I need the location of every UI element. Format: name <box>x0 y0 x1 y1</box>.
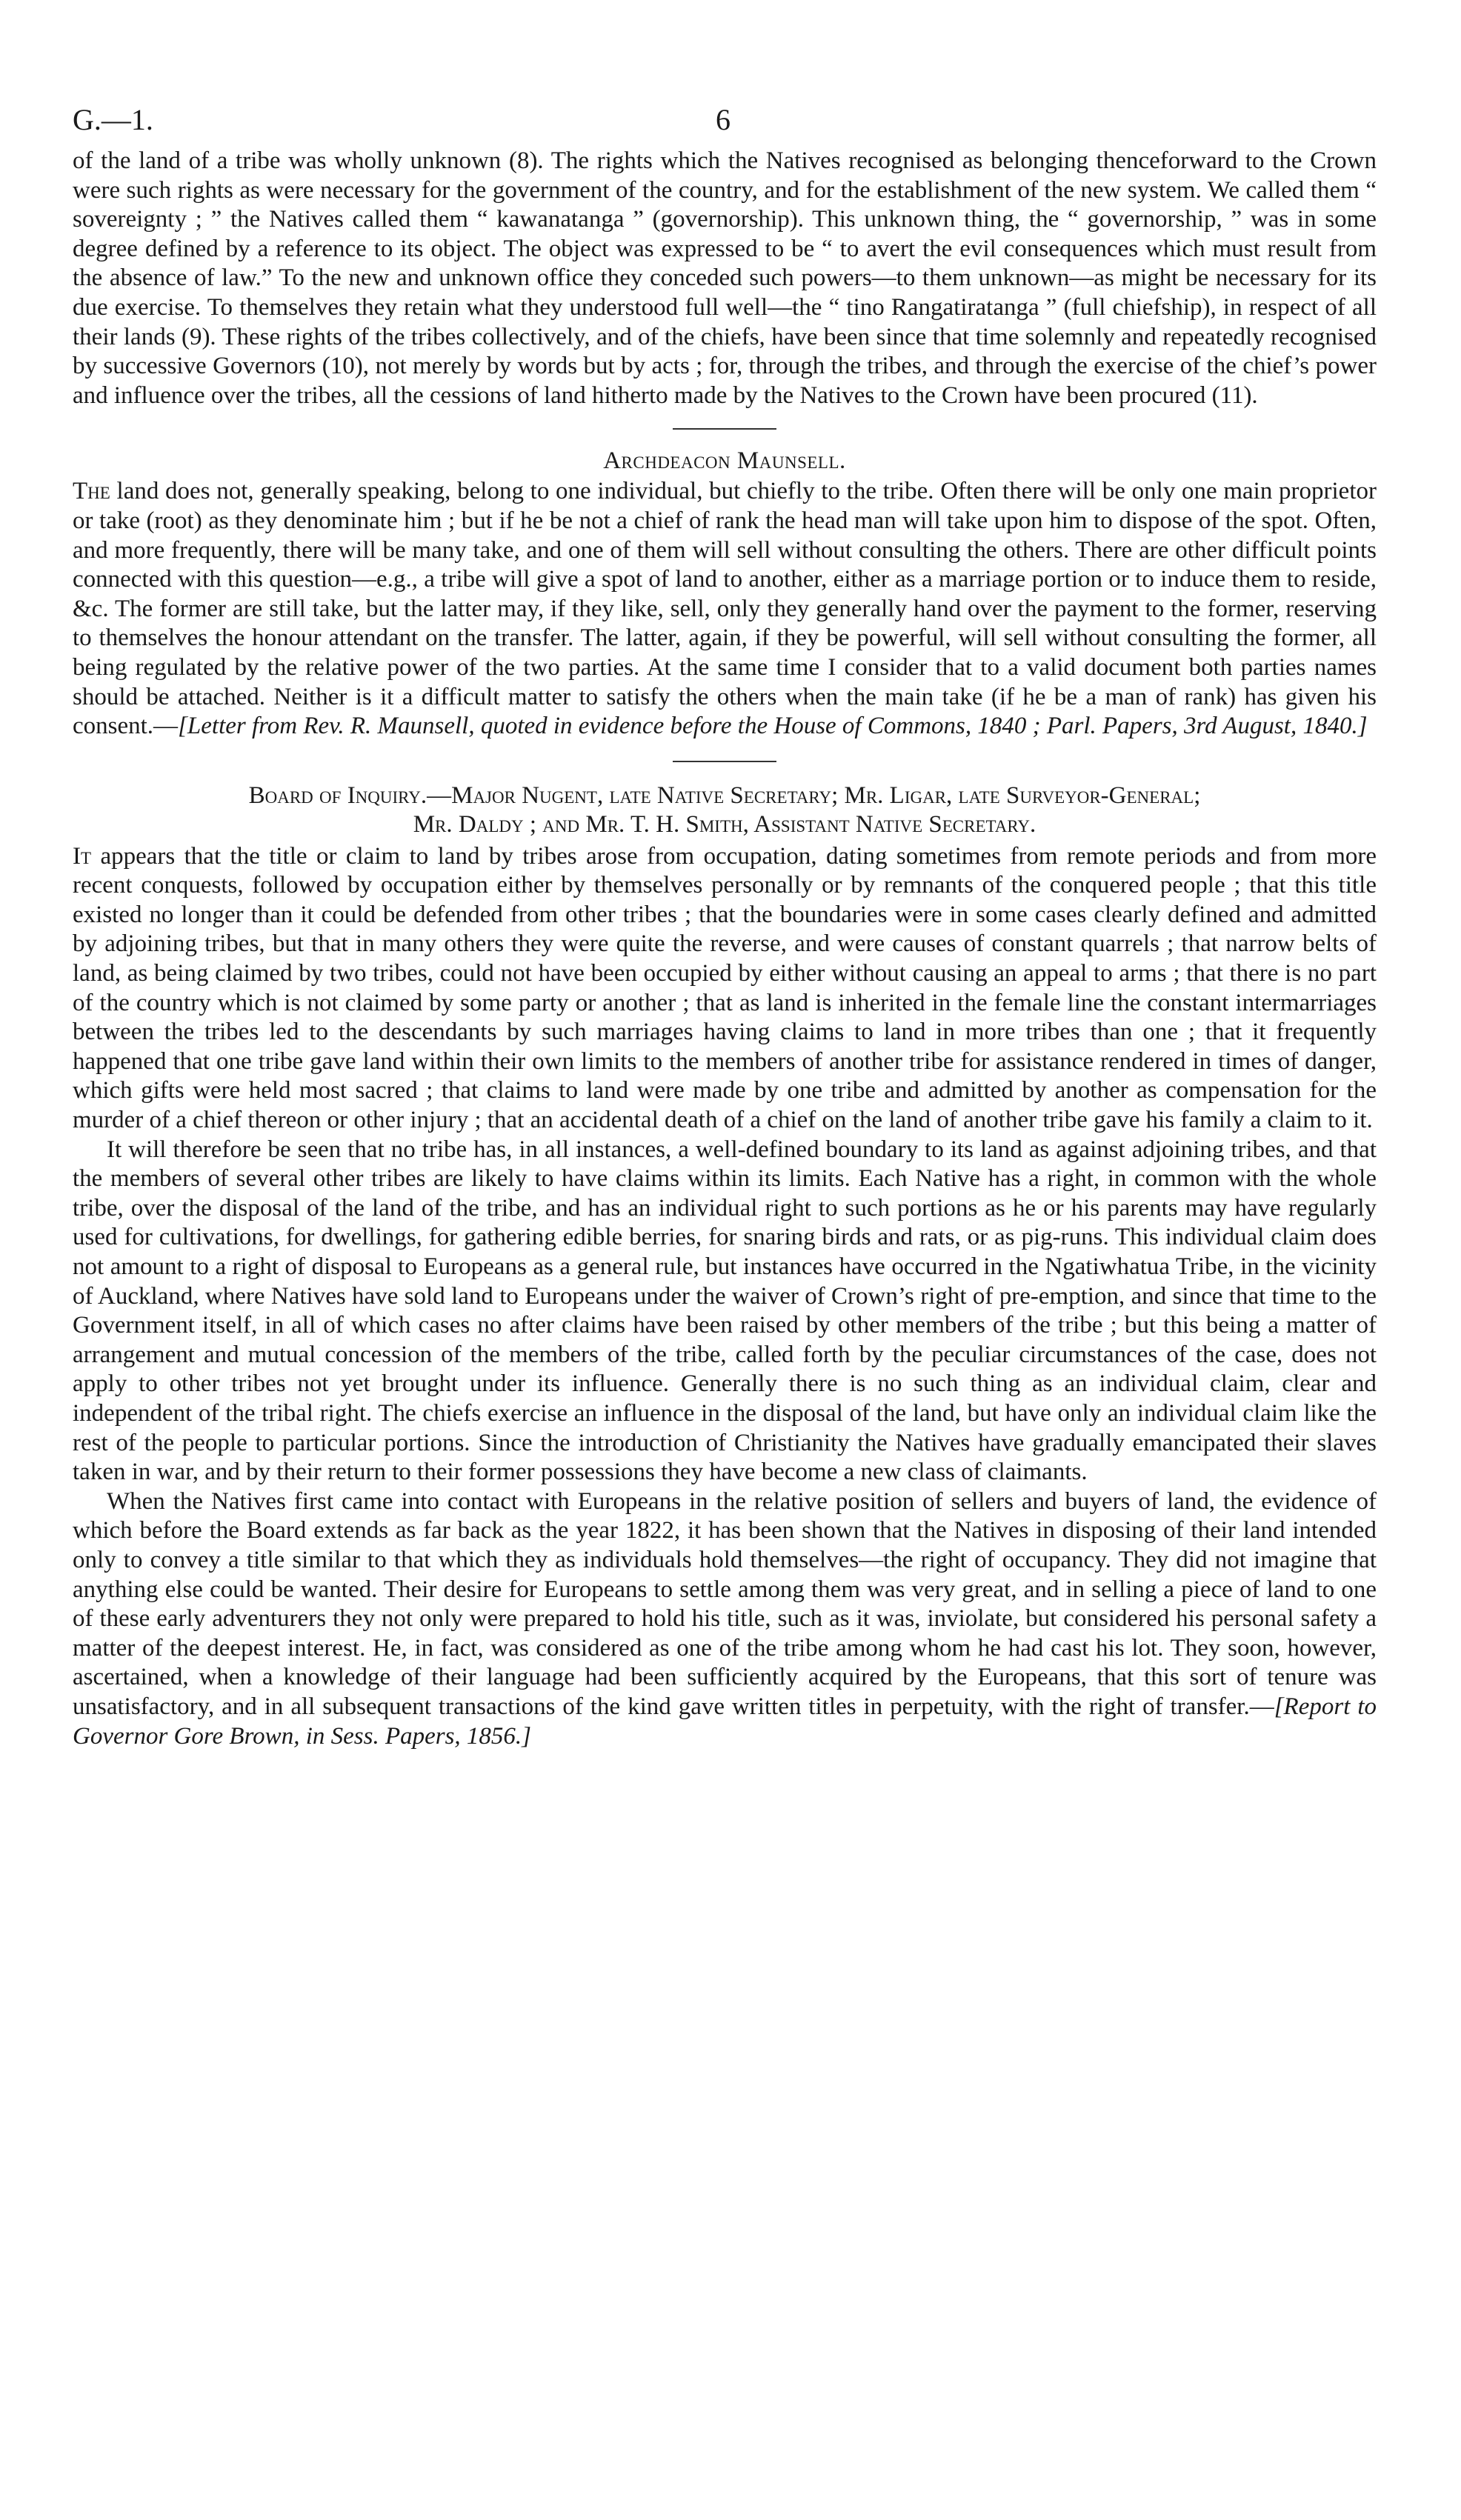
maunsell-paragraph <box>73 477 1377 741</box>
continued-paragraph: of the land of a tribe was wholly unknown (8). The rights which the Natives recognised as belonging thenceforward to the Crown were such rights as were necessary for the government of the country, and for the establishment of the new system. We called them “ sovereignty ; ” the Natives called them “ kawanatanga ” (governorship). This unknown thing, the “ governorship, ” was in some degree defined by a reference to its object. The object was expressed to be “ to avert the evil consequences which must result from the absence of law.” To the new and unknown office they conceded such powers—to them unknown—as might be necessary for its due exercise. To themselves they retain what they understood full well—the “ tino Rangatiratanga ” (full chiefship), in respect of all their lands (9). These rights of the tribes collectively, and of the chiefs, have been since that time solemnly and repeatedly recognised by successive Governors (10), not merely by words but by acts ; for, through the tribes, and through the exercise of the chief’s power and influence over the tribes, all the cessions of land hitherto made by the Natives to the Crown have been procured (11). <box>73 147 1377 409</box>
document-code: G.—1. <box>73 103 153 136</box>
page-number: 6 <box>716 103 730 136</box>
section-divider <box>673 428 776 430</box>
board-paragraph-1-body: appears that the title or claim to land by tribes arose from occupation, dating sometimes from remote periods and from more recent conquests, followed by occupation either by themselves personally or by remnants of the conquered people ; that this title existed no longer than it could be defended from other tribes ; that the boundaries were in some cases clearly defined and admitted by adjoining tribes, but that in many others they were quite the reverse, and were causes of constant quarrels ; that narrow belts of land, as being claimed by two tribes, could not have been occupied by either without causing an appeal to arms ; that there is no part of the country which is not claimed by some party or another ; that as land is inherited in the female line the constant intermarriages between the tribes led to the descendants by such marriages having claims to land in more tribes than one ; that it frequently happened that one tribe gave land within their own limits to the members of another tribe for assistance rendered in times of danger, which gifts were held most sacred ; that claims to land were made by one tribe and admitted by another as compensation for the murder of a chief thereon or other injury ; that an accidental death of a chief on the land of another tribe gave his family a claim to it. <box>73 842 1377 1134</box>
page-header <box>73 87 1377 147</box>
document-page <box>73 87 1377 1751</box>
board-citation: [Report to Governor Gore Brown, in Sess. Papers, 1856.] <box>73 1693 1377 1750</box>
board-paragraph-3 <box>73 1487 1377 1751</box>
board-paragraph-1 <box>73 842 1377 1136</box>
maunsell-body: land does not, generally speaking, belong to one individual, but chiefly to the tribe. Often there will be only one main proprietor or take (root) as they denominate him ; but if he be not a chief of rank the head man will take upon him to dispose of the spot. Often, and more frequently, there will be many take, and one of them will sell without consulting the others. There are other difficult points connected with this question—e.g., a tribe will give a spot of land to another, either as a marriage portion or to induce them to reside, &c. The former are still take, but the latter may, if they like, sell, only they generally hand over the payment to the former, reserving to themselves the honour attendant on the transfer. The latter, again, if they be powerful, will sell without consulting the former, all being regulated by the relative power of the two parties. At the same time I consider that to a valid document both parties names should be attached. Neither is it a difficult matter to satisfy the others when the main take (if he be a man of rank) has given his consent.— <box>73 478 1377 740</box>
lead-word: The <box>73 478 110 505</box>
board-heading-line-1: Board of Inquiry.—Major Nugent, late Native Secretary; Mr. Ligar, late Surveyor-General; <box>248 781 1201 809</box>
section-heading-board <box>73 781 1377 839</box>
section-divider <box>673 761 776 762</box>
board-heading-line-2: Mr. Daldy ; and Mr. T. H. Smith, Assistant Native Secretary. <box>413 810 1036 838</box>
maunsell-citation: [Letter from Rev. R. Maunsell, quoted in evidence before the House of Commons, 1840 ; Parl. Papers, 3rd August, 1840.] <box>178 713 1368 740</box>
board-paragraph-2: It will therefore be seen that no tribe has, in all instances, a well-defined boundary to its land as against adjoining tribes, and that the members of several other tribes are likely to have claims within its limits. Each Native has a right, in common with the whole tribe, over the disposal of the land of the tribe, and has an individual right to such portions as he or his parents may have regularly used for cultivations, for dwellings, for gathering edible berries, for snaring birds and rats, or as pig-runs. This individual claim does not amount to a right of disposal to Europeans as a general rule, but instances have occurred in the Ngatiwhatua Tribe, in the vicinity of Auckland, where Natives have sold land to Europeans under the waiver of Crown’s right of pre-emption, and since that time to the Government itself, in all of which cases no after claims have been raised by other members of the tribe ; but this being a matter of arrangement and mutual concession of the members of the tribe, called forth by the peculiar circumstances of the case, does not apply to other tribes not yet brought under its influence. Generally there is no such thing as an individual claim, clear and independent of the tribal right. The chiefs exercise an influence in the disposal of the land, but have only an individual claim like the rest of the people to particular portions. Since the introduction of Christianity the Natives have gradually emancipated their slaves taken in war, and by their return to their former possessions they have become a new class of claimants. <box>73 1136 1377 1486</box>
section-heading-maunsell: Archdeacon Maunsell. <box>603 447 846 475</box>
lead-word: It <box>73 842 92 870</box>
board-paragraph-3-body: When the Natives first came into contact with Europeans in the relative position of sellers and buyers of land, the evidence of which before the Board extends as far back as the year 1822, it has been shown that the Natives in disposing of their land intended only to convey a title similar to that which they as individuals hold themselves—the right of occupancy. They did not imagine that anything else could be wanted. Their desire for Europeans to settle among them was very great, and in selling a piece of land to one of these early adventurers they not only were prepared to hold his title, such as it was, inviolate, but considered his personal safety a matter of the deepest interest. He, in fact, was considered as one of the tribe among whom he had cast his lot. They soon, however, ascertained, when a knowledge of their language had been sufficiently acquired by the Europeans, that this sort of tenure was unsatisfactory, and in all subsequent transactions of the kind gave written titles in perpetuity, with the right of transfer.— <box>73 1487 1377 1720</box>
